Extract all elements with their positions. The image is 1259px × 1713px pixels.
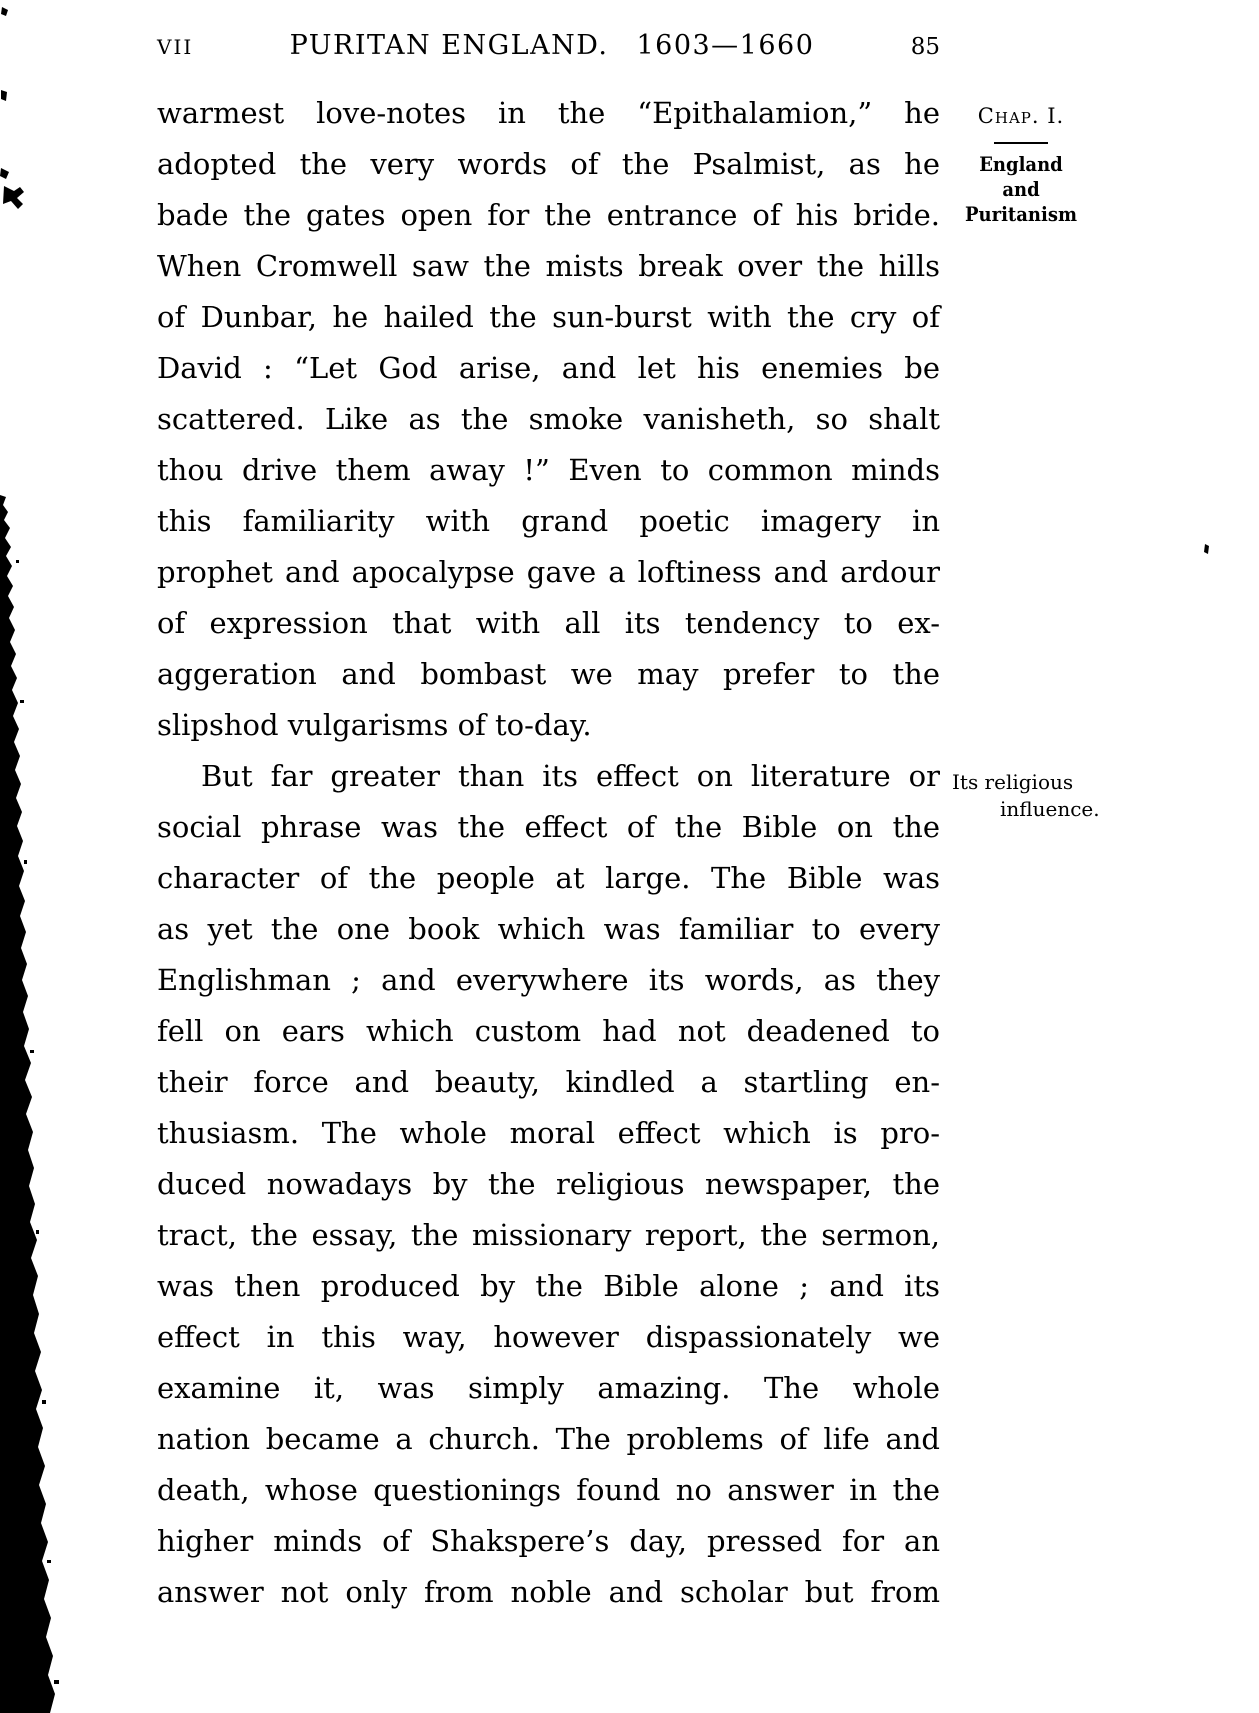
margin-chapter-note [950,104,1092,227]
text-line: was then produced by the Bible alone ; and its [157,1269,940,1303]
text-line: adopted the very words of the Psalmist, as he [157,147,940,181]
running-head [157,30,940,61]
chapter-title-line: and [1002,177,1040,201]
text-line: warmest love-notes in the “Epithalamion,” he [157,96,940,130]
running-title-dates: 1603—1660 [636,30,815,61]
text-line: duced nowadays by the religious newspaper, the [157,1167,940,1201]
chapter-title-line: England [979,152,1063,176]
text-line: fell on ears which custom had not deadened to [157,1014,940,1048]
text-line: answer not only from noble and scholar but from [157,1575,940,1609]
text-line: David : “Let God arise, and let his enemies be [157,351,940,385]
chapter-title [950,152,1092,227]
text-line: of Dunbar, he hailed the sun-burst with the cry of [157,300,940,334]
text-line: aggeration and bombast we may prefer to the [157,657,940,691]
text-line: thou drive them away !” Even to common minds [157,453,940,487]
text-line: character of the people at large. The Bible was [157,861,940,895]
body-text [157,88,940,1618]
text-line: social phrase was the effect of the Bible on the [157,810,940,844]
text-line: nation became a church. The problems of life and [157,1422,940,1456]
chapter-rule-divider [994,142,1048,144]
chapter-label: Chap. I. [977,104,1065,128]
text-line: slipshod vulgarisms of to-day. [157,708,592,742]
running-title [290,30,815,61]
text-line: tract, the essay, the missionary report, the sermon, [157,1218,940,1252]
chapter-numeral: VII [157,35,194,59]
text-line: of expression that with all its tendency to ex- [157,606,940,640]
text-line: as yet the one book which was familiar to every [157,912,940,946]
text-line: examine it, was simply amazing. The whole [157,1371,940,1405]
text-line: scattered. Like as the smoke vanisheth, so shalt [157,402,940,436]
text-line: But far greater than its effect on literature or [201,759,940,793]
text-line: When Cromwell saw the mists break over the hills [157,249,940,283]
margin-side-note [952,769,1112,823]
scan-noise-dots [16,560,59,1684]
scan-edge-band [0,495,55,1713]
text-line: bade the gates open for the entrance of his bride. [157,198,940,232]
side-note-line: influence. [1000,797,1100,821]
text-line: prophet and apocalypse gave a loftiness and ardour [157,555,940,589]
running-title-text: PURITAN ENGLAND. [289,30,609,61]
text-line: effect in this way, however dispassionately we [157,1320,940,1354]
text-line: death, whose questionings found no answer in the [157,1473,940,1507]
chapter-title-line: Puritanism [964,202,1077,226]
text-line: their force and beauty, kindled a startling en- [157,1065,940,1099]
text-line: this familiarity with grand poetic imagery in [157,504,940,538]
text-line: thusiasm. The whole moral effect which is pro- [157,1116,940,1150]
page-number: 85 [910,34,940,60]
text-line: higher minds of Shakspere’s day, pressed for an [157,1524,940,1558]
side-note-line: Its religious [952,770,1074,794]
text-line: Englishman ; and everywhere its words, as they [157,963,940,997]
